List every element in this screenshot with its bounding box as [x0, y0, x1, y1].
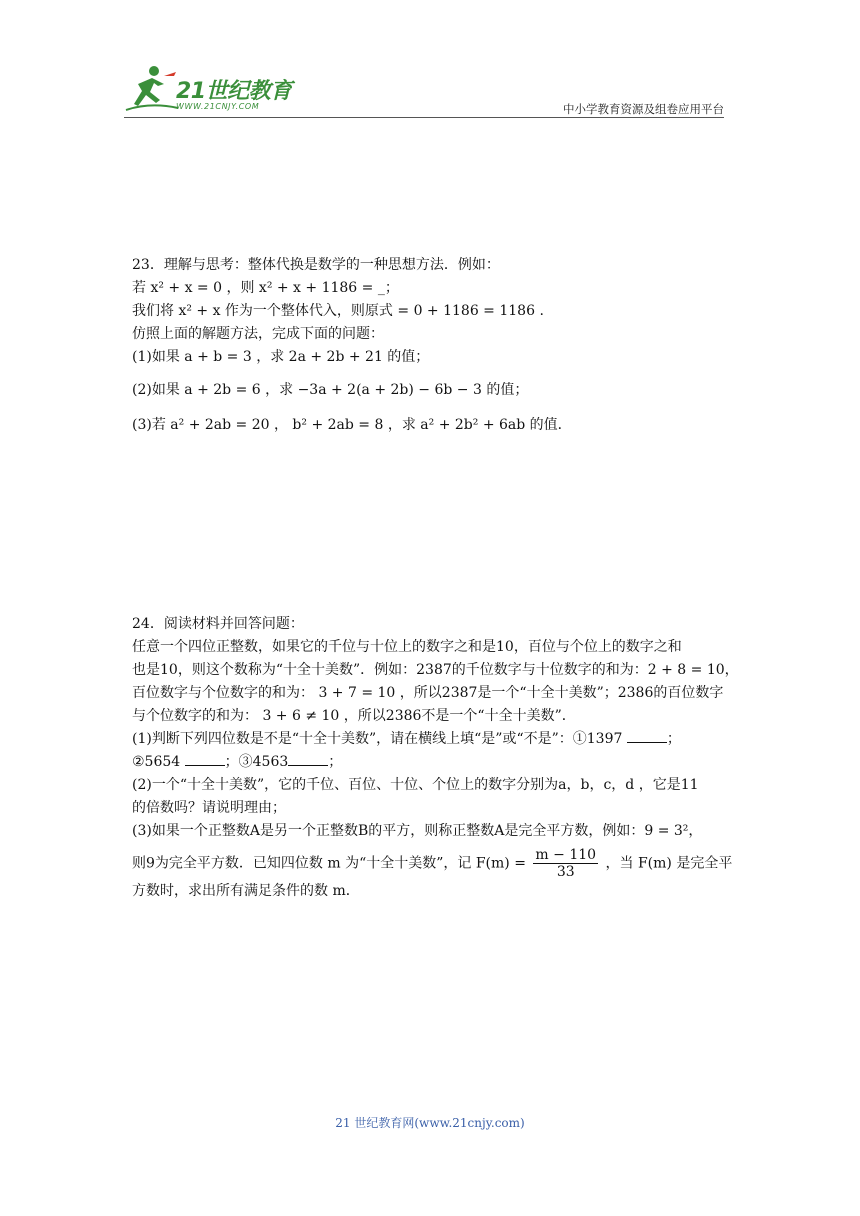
answer-blank-2[interactable]	[185, 751, 225, 766]
q23-example1: 若 x² + x = 0 ，则 x² + x + 1186 = _；	[132, 280, 399, 296]
q24-part3a: (3)如果一个正整数A是另一个正整数B的平方，则称正整数A是完全平方数，例如：9 = 3²，	[132, 823, 703, 839]
q24-part1c: ；③4563	[224, 754, 289, 770]
footer: 21 世纪教育网(www.21cnjy.com)	[335, 1116, 525, 1130]
q23-title: 23．理解与思考：整体代换是数学的一种思想方法．例如：	[132, 257, 500, 273]
logo-text: 21世纪教育	[176, 79, 292, 104]
q24-title: 24．阅读材料并回答问题：	[132, 616, 304, 632]
q24-part1-row1: (1)判断下列四位数是不是“十全十美数”，请在横线上填“是”或“不是”：①1397 ；	[132, 728, 728, 751]
q24-part1a: (1)判断下列四位数是不是“十全十美数”，请在横线上填“是”或“不是”：①1397	[132, 731, 623, 747]
q24-line4: 与个位数字的和为： 3 + 6 ≠ 10 ，所以2386不是一个“十全十美数”．	[132, 708, 576, 724]
answer-blank-1[interactable]	[627, 728, 667, 743]
platform-label: 中小学教育资源及组卷应用平台	[563, 102, 724, 116]
fraction-denominator: 33	[556, 864, 575, 880]
q23-example2: 我们将 x² + x 作为一个整体代入，则原式 = 0 + 1186 = 1186 .	[132, 303, 544, 319]
q24-part1b: ②5654	[132, 754, 181, 770]
q24-part3b	[132, 847, 733, 880]
q24-part2b: 的倍数吗？请说明理由；	[132, 800, 286, 816]
q23-instruction: 仿照上面的解题方法，完成下面的问题：	[132, 326, 384, 342]
q24-line2: 也是10，则这个数称为“十全十美数”．例如：2387的千位数字与十位数字的和为：2 + 8 = 10，	[132, 662, 739, 678]
q24-line3: 百位数字与个位数字的和为： 3 + 7 = 10 ，所以2387是一个“十全十美数”；2386的百位数字	[132, 685, 724, 701]
logo-url: WWW.21CNJY.COM	[176, 102, 260, 111]
q23-part2: (2)如果 a + 2b = 6 ，求 −3a + 2(a + 2b) − 6b − 3 的值；	[132, 382, 529, 398]
q24-part1-row2: ②5654 ；③4563 ；	[132, 751, 728, 774]
q23-part1: (1)如果 a + b = 3 ，求 2a + 2b + 21 的值；	[132, 349, 430, 365]
page-header	[124, 62, 724, 118]
answer-blank-3[interactable]	[288, 751, 328, 766]
q24-line1: 任意一个四位正整数，如果它的千位与十位上的数字之和是10，百位与个位上的数字之和	[132, 639, 682, 655]
fraction	[533, 847, 598, 880]
q23-part3: (3)若 a² + 2ab = 20 ， b² + 2ab = 8 ，求 a² + 2b² + 6ab 的值．	[132, 417, 572, 433]
q24-part3c: 方数时，求出所有满足条件的数 m．	[132, 883, 360, 899]
question-24	[132, 613, 739, 903]
header-divider	[124, 117, 724, 118]
fraction-numerator: m − 110	[535, 847, 597, 863]
runner-logo-icon	[124, 62, 180, 114]
q24-part3b-pre: 则9为完全平方数．已知四位数 m 为“十全十美数”，记 F(m) =	[132, 855, 526, 872]
q24-part3b-post: ，当 F(m) 是完全平	[605, 855, 733, 872]
question-23	[132, 254, 728, 437]
q24-part2a: (2)一个“十全十美数”，它的千位、百位、十位、个位上的数字分别为a，b，c，d ，它是11	[132, 777, 699, 793]
logo	[124, 62, 324, 114]
